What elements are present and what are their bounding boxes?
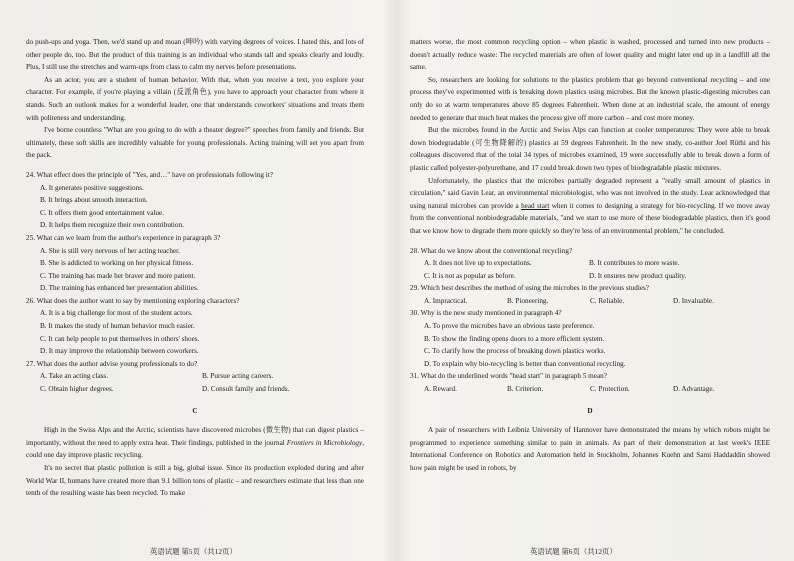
question-27 — [26, 358, 364, 396]
option-b: B. Pioneering. — [507, 296, 549, 305]
option-b: B. To show the finding opens doors to a more efficient system. — [424, 334, 605, 343]
option-d: D. Invaluable. — [673, 296, 714, 305]
option-d: D. It ensures new product quality. — [589, 271, 687, 280]
right-page-column — [410, 36, 770, 475]
question-24 — [26, 169, 364, 232]
passage-text: High in the Swiss Alps and the Arctic, scientists have discovered microbes (微生物) that can digest plastics – importantly, without the need to apply extra heat. Their findings, published in the journal — [26, 426, 364, 447]
option-a: A. It generates positive suggestions. — [40, 183, 144, 192]
option-d: D. It may improve the relationship between coworkers. — [40, 347, 199, 356]
question-28 — [410, 245, 770, 283]
journal-title: Frontiers in Microbiology — [286, 438, 363, 447]
question-26 — [26, 295, 364, 358]
passage-paragraph: matters worse, the most common recycling option – when plastic is washed, processed and turned into new products – doesn't actually reduce waste: The recycled materials are often of lower quality and might later end up in a landfill all the same. — [410, 38, 770, 72]
option-b: B. Pursue acting careers. — [202, 372, 274, 381]
option-d: D. Consult family and friends. — [202, 385, 290, 394]
option-a: A. It is a big challenge for most of the student actors. — [40, 309, 193, 318]
option-c: C. It can help people to put themselves in others' shoes. — [40, 334, 200, 343]
passage-paragraph: As an actor, you are a student of human behavior. With that, when you receive a text, you explore your character. For example, if you're playing a villain (反派角色), you have to approach your character from where it stands. Such an outlook makes for a wonderful leader, one that understands coworkers' situations and treats them with politeness and understanding. — [26, 75, 364, 122]
passage-text: when it comes to designing a strategy for bio-recycling. If we move away from the conventional nonbiodegradable materials, "and we start to use more of these biodegradable plastics, then it's good that we know how to degrade them more quickly so they're less of an environmental problem," he concluded. — [410, 201, 771, 235]
passage-paragraph: But the microbes found in the Arctic and Swiss Alps can function at cooler temperatures: They were able to break down biodegradable (可生物降解的) plastics at 59 degrees Fahrenheit. In the new study, co-author Joel Rüthi and his colleagues discovered that of the total 34 types of microbes examined, 19 were successfully able to break down a form of plastic called polyester-polyurethane, and 17 could break down two types of biodegradable plastic mixtures. — [410, 126, 770, 172]
option-a: A. She is still very nervous of her acting teacher. — [40, 246, 180, 255]
question-stem: 29. Which best describes the method of using the microbes in the previous studies? — [410, 284, 650, 293]
option-c: C. The training has made her braver and more patient. — [40, 271, 196, 280]
option-a: A. To prove the microbes have an obvious taste preference. — [424, 322, 595, 331]
passage-text: Unfortunately, the plastics that the microbes partially degraded represent a "really small amount of plastics in circulation," said Gavin Lear, an environmental microbiologist, who was not involved in the study. Lear acknowledged that using natural microbes can provide a — [410, 176, 770, 210]
option-d: D. Advantage. — [673, 385, 715, 394]
question-31 — [410, 370, 770, 395]
option-b: B. It brings about smooth interaction. — [40, 196, 148, 205]
option-b: B. Criterion. — [507, 385, 544, 394]
left-page-column — [26, 36, 364, 500]
option-d: D. To explain why bio-recycling is better than conventional recycling. — [424, 359, 626, 368]
underlined-phrase: head start — [521, 201, 550, 210]
option-c: C. Obtain higher degrees. — [40, 385, 114, 394]
question-stem: 28. What do we know about the conventional recycling? — [410, 246, 573, 255]
option-a: A. Impractical. — [424, 296, 468, 305]
option-c: C. It offers them good entertainment value. — [40, 208, 165, 217]
passage-paragraph: A pair of researchers with Leibniz University of Hannover have demonstrated the means by which robots might be programmed to experience something similar to pain in animals. As part of their demonstration at last week's IEEE International Conference on Robotics and Automation held in Stockholm, Johannes Kuehn and Sami Haddaddin showed how pain might be used in robots, by — [410, 426, 770, 472]
passage-paragraph: do push-ups and yoga. Then, we'd stand up and moan (呻吟) with varying degrees of voices. I hated this, and lots of other people do, too. But the product of this training is an individual who stands tall and speaks clearly and loudly. Plus, I still use the stretches and warm-ups from class to calm my nerves before presentations. — [26, 38, 364, 72]
section-heading: D — [587, 406, 593, 415]
option-c: C. Protection. — [590, 385, 630, 394]
option-d: D. The training has enhanced her presentation abilities. — [40, 284, 199, 293]
question-25 — [26, 232, 364, 295]
option-a: A. Reward. — [424, 385, 457, 394]
passage-paragraph — [26, 424, 364, 462]
option-a: A. Take an acting class. — [40, 372, 109, 381]
section-heading: C — [192, 406, 198, 415]
question-stem: 25. What can we learn from the author's experience in paragraph 3? — [26, 233, 221, 242]
question-stem: 27. What does the author advise young professionals to do? — [26, 359, 198, 368]
option-c: C. It is not as popular as before. — [424, 271, 516, 280]
page-footer-left: 英语试题 第5页（共12页） — [150, 547, 237, 556]
option-c: C. Reliable. — [590, 296, 625, 305]
option-b: B. It makes the study of human behavior much easier. — [40, 322, 195, 331]
question-stem: 24. What effect does the principle of "Yes, and…" have on professionals following it? — [26, 170, 273, 179]
question-29 — [410, 282, 770, 307]
question-stem: 31. What do the underlined words "head start" in paragraph 5 mean? — [410, 372, 607, 381]
option-a: A. It does not live up to expectations. — [424, 259, 532, 268]
passage-paragraph: It's no secret that plastic pollution is still a big, global issue. Since its production exploded during and after World War II, humans have created more than 9.1 billion tons of plastic – and researchers estimate that less than one tenth of the resulting waste has been recycled. To make — [26, 464, 364, 498]
option-c: C. To clarify how the process of breaking down plastics works. — [424, 347, 606, 356]
option-b: B. She is addicted to working on her physical fitness. — [40, 259, 194, 268]
page-footer-right: 英语试题 第6页（共12页） — [530, 547, 617, 556]
option-b: B. It contributes to more waste. — [589, 259, 680, 268]
passage-text: , could one day improve plastic recycling. — [26, 438, 364, 460]
passage-paragraph: So, researchers are looking for solutions to the plastics problem that go beyond conventional recycling – and one process they've experimented with is breaking down plastics using microbes. But the known plastic-digesting microbes can only do so at warm temperatures above 85 degrees Fahrenheit. When done at an industrial scale, the amount of energy needed to generate that much heat makes the process give off more carbon – and cost more money. — [410, 75, 770, 122]
passage-paragraph — [410, 175, 770, 238]
option-d: D. It helps them recognize their own contribution. — [40, 221, 184, 230]
question-stem: 26. What does the author want to say by mentioning exploring characters? — [26, 296, 240, 305]
question-30 — [410, 307, 770, 370]
question-stem: 30. Why is the new study mentioned in paragraph 4? — [410, 309, 562, 318]
passage-paragraph: I've borne countless "What are you going to do with a theater degree?" speeches from family and friends. But ultimately, these soft skills are incredibly valuable for young professionals. Acting training will set you apart from the pack. — [26, 126, 364, 160]
